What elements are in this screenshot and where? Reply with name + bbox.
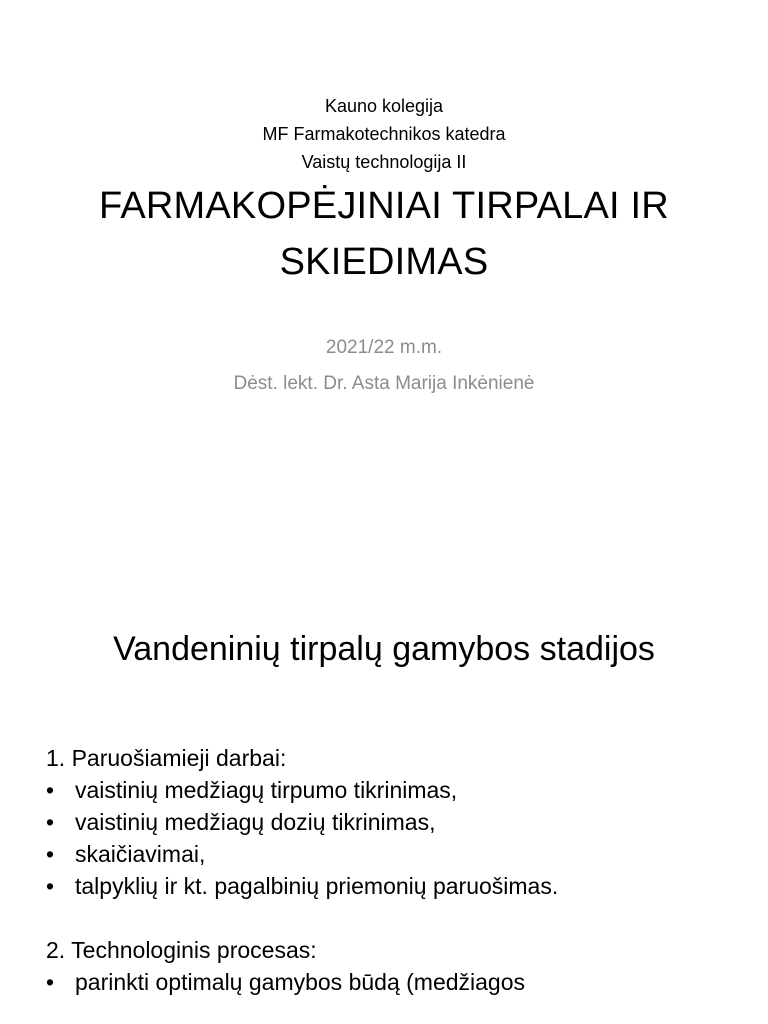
academic-year: 2021/22 m.m. (325, 337, 443, 358)
content-slide (0, 576, 768, 1024)
department-name: MF Farmakotechnikos katedra (262, 124, 506, 144)
spacer (46, 902, 746, 934)
section-heading-preparation: 1. Paruošiamieji darbai: (46, 745, 287, 771)
list-item: • vaistinių medžiagų dozių tikrinimas, (46, 806, 746, 838)
slide-title: Vandeninių tirpalų gamybos stadijos (113, 630, 655, 668)
list-item: • vaistinių medžiagų tirpumo tikrinimas, (46, 774, 746, 806)
list-item: • skaičiavimai, (46, 838, 746, 870)
section-heading-process: 2. Technologinis procesas: (46, 937, 317, 963)
course-name: Vaistų technologija II (301, 152, 467, 172)
slide-content (46, 742, 746, 998)
subtitle-block (0, 330, 768, 402)
presentation-title (40, 178, 728, 290)
process-list (46, 966, 746, 998)
list-item: • parinkti optimalų gamybos būdą (medžiagos (46, 966, 746, 998)
list-item: • talpyklių ir kt. pagalbinių priemonių paruošimas. (46, 870, 746, 902)
presentation-title-line-2: SKIEDIMAS (279, 241, 489, 283)
institution-name: Kauno kolegija (324, 96, 444, 116)
institution-block (0, 92, 768, 176)
presentation-title-line-1: FARMAKOPĖJINIAI TIRPALAI IR (99, 185, 669, 227)
preparation-list (46, 774, 746, 902)
lecturer-name: Dėst. lekt. Dr. Asta Marija Inkėnienė (233, 373, 535, 394)
